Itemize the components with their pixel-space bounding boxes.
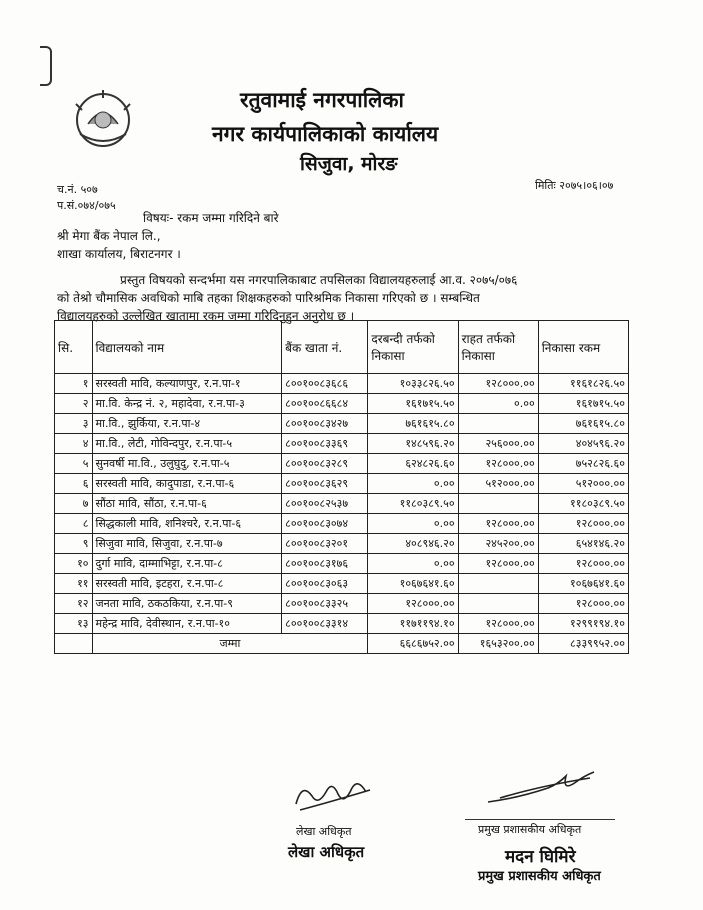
col-post-release: दरबन्दी तर्फको निकासा bbox=[368, 321, 458, 374]
table-cell: ८००१००८३३१४ bbox=[282, 614, 368, 634]
table-cell: मा.वि., झुर्किया, र.न.पा-४ bbox=[92, 414, 282, 434]
col-serial: सि. bbox=[55, 321, 93, 374]
table-cell: ८००१००८३४२७ bbox=[282, 414, 368, 434]
table-cell: १२८०००.०० bbox=[368, 594, 458, 614]
table-cell: १६१७१५.५० bbox=[368, 394, 458, 414]
table-cell: १०६७६४१.६० bbox=[368, 574, 458, 594]
binder-mark bbox=[40, 46, 52, 86]
col-relief-release: राहत तर्फको निकासा bbox=[458, 321, 538, 374]
table-cell: ०.०० bbox=[458, 394, 538, 414]
table-cell: ८००१००८३२०१ bbox=[282, 534, 368, 554]
table-cell: १२८०००.०० bbox=[538, 514, 628, 534]
table-cell: ८००१००८३२८९ bbox=[282, 454, 368, 474]
fiscal-year: प.सं.०७४/०७५ bbox=[57, 199, 116, 212]
table-cell: ८००१००८६६८४ bbox=[282, 394, 368, 414]
table-cell: ४०४५९६.२० bbox=[538, 434, 628, 454]
table-cell: सरस्वती मावि, कल्याणपुर, र.न.पा-१ bbox=[92, 374, 282, 394]
table-cell: १० bbox=[55, 554, 93, 574]
body-line-1: प्रस्तुत विषयको सन्दर्भमा यस नगरपालिकाबाट तपसिलका विद्यालयहरुलाई आ.व. २०७५/०७६ bbox=[120, 273, 518, 287]
table-cell: मा.वि., लेटी, गोविन्दपुर, र.न.पा-५ bbox=[92, 434, 282, 454]
table-cell: १२ bbox=[55, 594, 93, 614]
table-cell: ०.०० bbox=[368, 554, 458, 574]
table-cell: ०.०० bbox=[368, 474, 458, 494]
table-cell: ८००१००८३१७६ bbox=[282, 554, 368, 574]
table-cell: ७५२८२६.६० bbox=[538, 454, 628, 474]
table-cell: १२८०००.०० bbox=[538, 554, 628, 574]
table-cell: ६५४१४६.२० bbox=[538, 534, 628, 554]
table-cell: ६२४८२६.६० bbox=[368, 454, 458, 474]
table-cell: २४५२००.०० bbox=[458, 534, 538, 554]
table-cell: सौंठा मावि, सौंठा, र.न.पा-६ bbox=[92, 494, 282, 514]
table-row bbox=[55, 594, 629, 614]
table-cell: १ bbox=[55, 374, 93, 394]
table-cell: ८००१००८३०६३ bbox=[282, 574, 368, 594]
table-cell bbox=[458, 494, 538, 514]
table-cell: ८००१००८३६८६ bbox=[282, 374, 368, 394]
table-cell: ६ bbox=[55, 474, 93, 494]
table-row bbox=[55, 514, 629, 534]
table-cell: सरस्वती मावि, कादुपाडा, र.न.पा-६ bbox=[92, 474, 282, 494]
table-cell: सुनवर्षी मा.वि., उलुघुदु, र.न.पा-५ bbox=[92, 454, 282, 474]
table-cell: ११६१८२६.५० bbox=[538, 374, 628, 394]
table-cell: २५६०००.०० bbox=[458, 434, 538, 454]
table-cell: ५१२०००.०० bbox=[458, 474, 538, 494]
payment-table bbox=[54, 320, 629, 654]
table-cell bbox=[458, 574, 538, 594]
col-school-name: विद्यालयको नाम bbox=[92, 321, 282, 374]
table-cell: १२८०००.०० bbox=[458, 614, 538, 634]
table-cell bbox=[458, 594, 538, 614]
accounts-officer-stamp: लेखा अधिकृत bbox=[288, 843, 365, 861]
table-cell: १२८०००.०० bbox=[458, 514, 538, 534]
table-row bbox=[55, 414, 629, 434]
total-value: १६५३२००.०० bbox=[458, 634, 538, 654]
office-name: नगर कार्यपालिकाको कार्यालय bbox=[212, 122, 439, 146]
table-cell: मा.वि. केन्द्र नं. २, महादेवा, र.न.पा-३ bbox=[92, 394, 282, 414]
table-cell: ८ bbox=[55, 514, 93, 534]
table-cell: ५ bbox=[55, 454, 93, 474]
total-label: जम्मा bbox=[92, 634, 368, 654]
table-cell: १२८०००.०० bbox=[458, 374, 538, 394]
table-cell: दुर्गा मावि, दाम्माभिट्टा, र.न.पा-८ bbox=[92, 554, 282, 574]
table-cell: ११ bbox=[55, 574, 93, 594]
table-row bbox=[55, 454, 629, 474]
table-cell: ८००१००८३६२९ bbox=[282, 474, 368, 494]
table-cell: ९ bbox=[55, 534, 93, 554]
table-cell: ४ bbox=[55, 434, 93, 454]
total-value: ८३३९९५२.०० bbox=[538, 634, 628, 654]
table-cell: २ bbox=[55, 394, 93, 414]
table-cell: ८००१००८३३६९ bbox=[282, 434, 368, 454]
table-cell: १६१७१५.५० bbox=[538, 394, 628, 414]
table-cell: १०६७६४१.६० bbox=[538, 574, 628, 594]
signature-divider bbox=[465, 819, 615, 820]
office-location: सिजुवा, मोरङ bbox=[300, 153, 398, 175]
table-cell: महेन्द्र मावि, देवीस्थान, र.न.पा-१० bbox=[92, 614, 282, 634]
municipality-name: रतुवामाई नगरपालिका bbox=[240, 88, 404, 112]
col-account-no: बैंक खाता नं. bbox=[282, 321, 368, 374]
subject-line: विषयः- रकम जम्मा गरिदिने बारे bbox=[143, 211, 279, 225]
table-row bbox=[55, 534, 629, 554]
table-header-row bbox=[55, 321, 629, 374]
table-cell: १३ bbox=[55, 614, 93, 634]
col-total-release: निकासा रकम bbox=[538, 321, 628, 374]
table-cell: ५१२०००.०० bbox=[538, 474, 628, 494]
body-line-2: को तेश्रो चौमासिक अवधिको माबि तहका शिक्षकहरुको पारिश्रमिक निकासा गरिएको छ । सम्बन्धित bbox=[57, 291, 480, 305]
table-cell: १२८०००.०० bbox=[538, 594, 628, 614]
table-cell: ३ bbox=[55, 414, 93, 434]
table-row bbox=[55, 614, 629, 634]
recipient-line-2: शाखा कार्यालय, बिराटनगर । bbox=[57, 247, 181, 261]
body-line-3: विद्यालयहरुको उल्लेखित खातामा रकम जम्मा गरिदिनुहुन अनुरोध छ । bbox=[57, 309, 355, 323]
table-cell: १४८५९६.२० bbox=[368, 434, 458, 454]
table-total-row bbox=[55, 634, 629, 654]
table-row bbox=[55, 434, 629, 454]
accounts-officer-signature bbox=[290, 776, 380, 816]
recipient-line-1: श्री मेगा बैंक नेपाल लि., bbox=[57, 229, 161, 243]
table-cell: ११७११९४.१० bbox=[368, 614, 458, 634]
table-cell: सिद्धकाली मावि, शनिश्चरे, र.न.पा-६ bbox=[92, 514, 282, 534]
table-cell: ८००१००८२५३७ bbox=[282, 494, 368, 514]
admin-officer-title: प्रमुख प्रशासकीय अधिकृत bbox=[478, 823, 582, 836]
table-cell: ७ bbox=[55, 494, 93, 514]
table-cell: ०.०० bbox=[368, 514, 458, 534]
admin-officer-name: मदन घिमिरे bbox=[505, 847, 576, 867]
table-row bbox=[55, 494, 629, 514]
table-row bbox=[55, 374, 629, 394]
table-cell: ४०८९४६.२० bbox=[368, 534, 458, 554]
admin-officer-signature bbox=[480, 770, 600, 810]
table-cell bbox=[55, 634, 93, 654]
table-cell: १२९९१९४.१० bbox=[538, 614, 628, 634]
table-cell: ८००१००८३०७४ bbox=[282, 514, 368, 534]
government-emblem-icon bbox=[66, 84, 140, 154]
table-cell: ८००१००८३३२५ bbox=[282, 594, 368, 614]
letter-date: मितिः २०७५।०६।०७ bbox=[535, 179, 614, 192]
table-cell: ११८०३८९.५० bbox=[538, 494, 628, 514]
accounts-officer-title: लेखा अधिकृत bbox=[296, 825, 352, 838]
table-cell: सिजुवा मावि, सिजुवा, र.न.पा-७ bbox=[92, 534, 282, 554]
table-row bbox=[55, 574, 629, 594]
table-cell: १२८०००.०० bbox=[458, 454, 538, 474]
table-cell bbox=[458, 414, 538, 434]
table-cell: ७६१६१५.८० bbox=[368, 414, 458, 434]
table-row bbox=[55, 394, 629, 414]
reference-number: च.नं. ५०७ bbox=[57, 183, 98, 196]
table-cell: सरस्वती मावि, इटहरा, र.न.पा-८ bbox=[92, 574, 282, 594]
table-cell: ७६१६१५.८० bbox=[538, 414, 628, 434]
total-value: ६६८६७५२.०० bbox=[368, 634, 458, 654]
table-cell: जनता मावि, ठकठकिया, र.न.पा-९ bbox=[92, 594, 282, 614]
table-row bbox=[55, 554, 629, 574]
admin-officer-stamp: प्रमुख प्रशासकीय अधिकृत bbox=[478, 869, 601, 884]
table-cell: १२८०००.०० bbox=[458, 554, 538, 574]
table-cell: ११८०३८९.५० bbox=[368, 494, 458, 514]
table-row bbox=[55, 474, 629, 494]
table-cell: १०३३८२६.५० bbox=[368, 374, 458, 394]
